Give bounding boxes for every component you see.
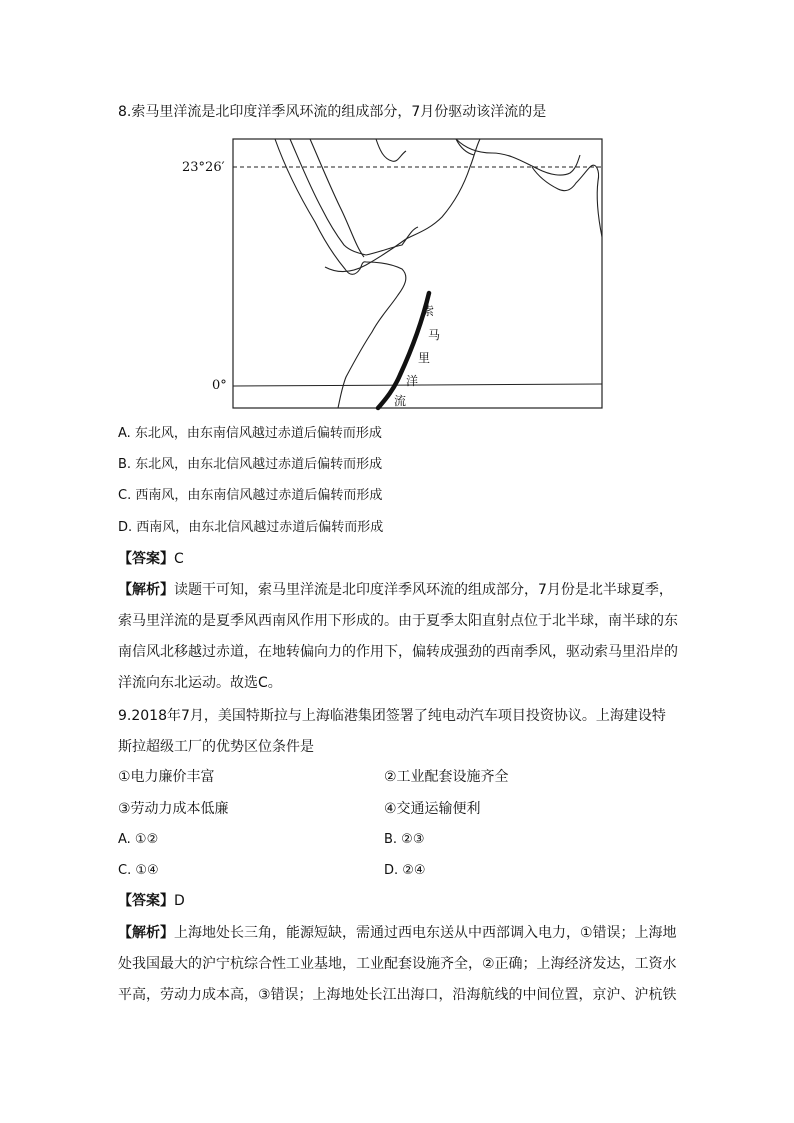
current-char-1: 索 <box>422 304 435 318</box>
q9-option-b: B. ②③ <box>384 832 425 847</box>
q9-option-a: A. ①② <box>118 832 159 847</box>
q9-stem-line-1: 9.2018年7月，美国特斯拉与上海临港集团签署了纯电动汽车项目投资协议。上海建设特 <box>118 708 666 724</box>
coast-india <box>532 165 602 237</box>
q8-analysis-label: 【解析】 <box>118 582 174 598</box>
label-tropic: 23°26′ <box>182 160 225 175</box>
q8-answer-value: C <box>174 551 184 567</box>
q9-answer <box>118 891 185 911</box>
coast-inner <box>310 139 364 257</box>
label-equator: 0° <box>212 378 227 393</box>
q8-option-c: C. 西南风，由东南信风越过赤道后偏转而形成 <box>118 488 383 503</box>
coast-gulf <box>376 139 406 161</box>
q8-analysis-text-1: 读题干可知，索马里洋流是北印度洋季风环流的组成部分，7月份是北半球夏季， <box>174 582 673 598</box>
q8-analysis-line-1 <box>118 580 673 600</box>
current-char-3: 里 <box>418 351 431 365</box>
coast-india-north <box>456 139 580 175</box>
q9-analysis-line-2: 处我国最大的沪宁杭综合性工业基地，工业配套设施齐全，②正确；上海经济发达，工资水 <box>118 956 677 972</box>
q8-analysis-line-3: 南信风北移越过赤道，在地转偏向力的作用下，偏转成强劲的西南季风，驱动索马里沿岸的 <box>118 644 678 660</box>
somali-current-map <box>180 137 605 411</box>
q8-analysis-line-2: 索马里洋流的是夏季风西南风作用下形成的。由于夏季太阳直射点位于北半球，南半球的东 <box>118 613 678 629</box>
q8-option-a: A. 东北风，由东南信风越过赤道后偏转而形成 <box>118 426 382 441</box>
q9-stem-line-2: 斯拉超级工厂的优势区位条件是 <box>118 739 314 755</box>
q9-analysis-text-1: 上海地处长三角，能源短缺，需通过西电东送从中西部调入电力，①错误；上海地 <box>174 925 677 941</box>
coast-arabia-south <box>325 139 480 271</box>
current-char-5: 流 <box>394 394 407 408</box>
q8-option-b: B. 东北风，由东北信风越过赤道后偏转而形成 <box>118 457 383 472</box>
coast-aden <box>366 227 418 255</box>
q9-analysis-line-1 <box>118 923 677 943</box>
q8-answer-label: 【答案】 <box>118 551 174 567</box>
q9-answer-value: D <box>174 893 185 909</box>
q9-statement-1: ①电力廉价丰富 <box>118 769 215 785</box>
q8-answer <box>118 549 184 569</box>
q9-analysis-line-3: 平高，劳动力成本高，③错误；上海地处长江出海口，沿海航线的中间位置，京沪、沪杭铁 <box>118 987 677 1003</box>
q9-analysis-label: 【解析】 <box>118 925 174 941</box>
q9-option-d: D. ②④ <box>384 863 426 878</box>
q9-option-c: C. ①④ <box>118 863 159 878</box>
q8-stem: 8.索马里洋流是北印度洋季风环流的组成部分，7月份驱动该洋流的是 <box>118 104 547 120</box>
q8-analysis-line-4: 洋流向东北运动。故选C。 <box>118 675 282 691</box>
current-char-2: 马 <box>428 328 441 342</box>
map-frame <box>233 139 602 408</box>
q9-statement-4: ④交通运输便利 <box>384 801 481 817</box>
q9-statement-3: ③劳动力成本低廉 <box>118 801 229 817</box>
q8-option-d: D. 西南风，由东北信风越过赤道后偏转而形成 <box>118 520 384 535</box>
q9-answer-label: 【答案】 <box>118 893 174 909</box>
q9-statement-2: ②工业配套设施齐全 <box>384 769 509 785</box>
current-char-4: 洋 <box>406 374 419 388</box>
